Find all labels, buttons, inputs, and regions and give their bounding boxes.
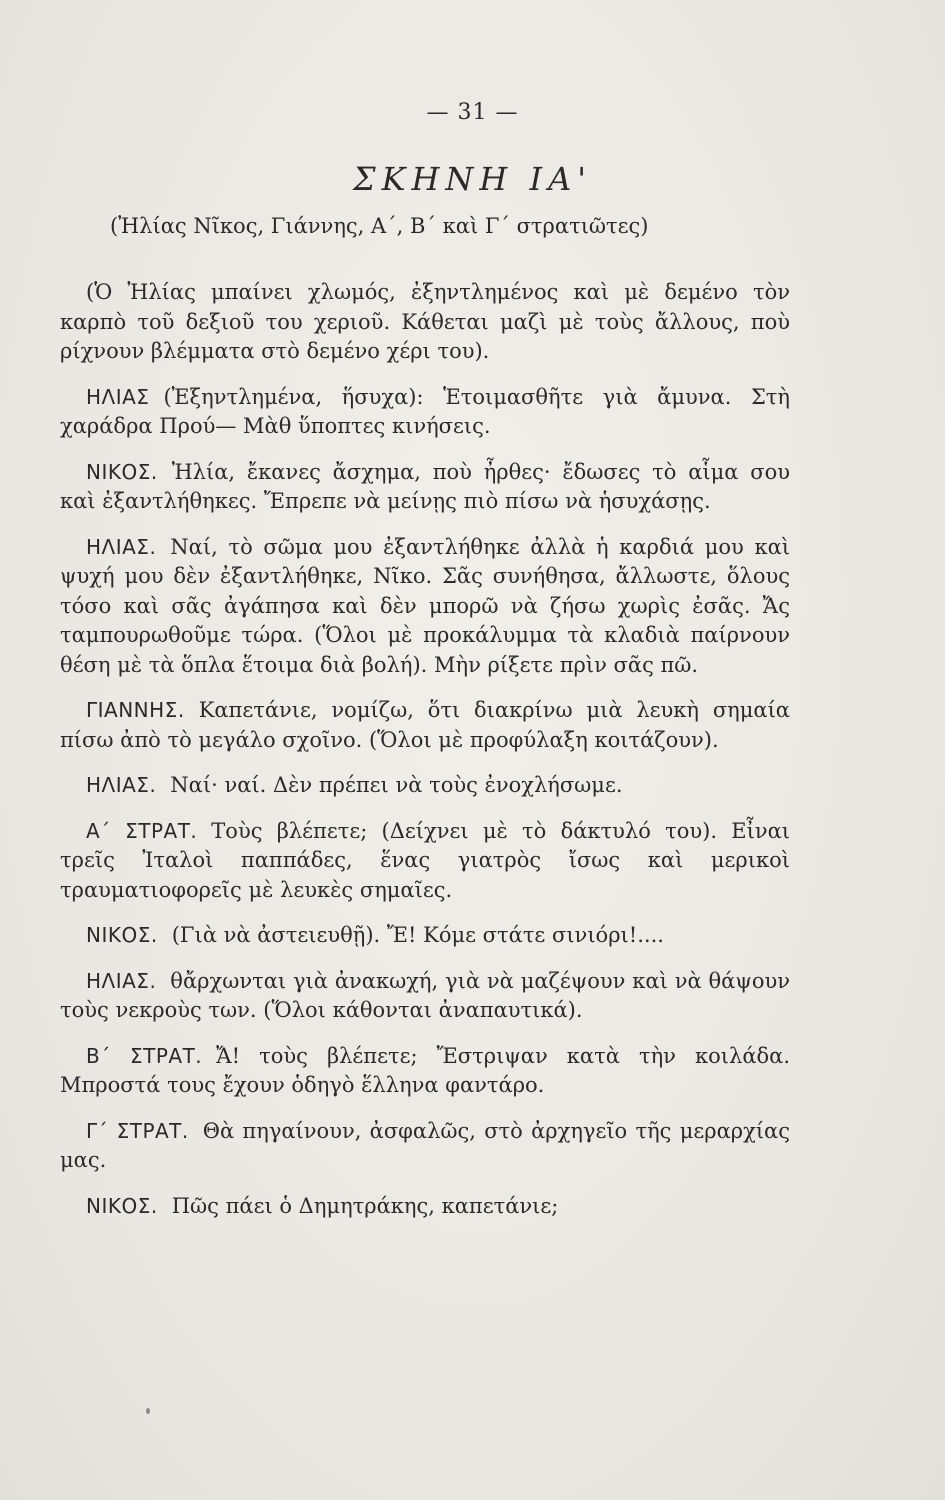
speaker-name: ΝΙΚΟΣ. xyxy=(86,1193,158,1218)
dialogue-line xyxy=(60,1192,790,1222)
line-text: Ἄ! τοὺς βλέπετε; Ἔστριψαν κατὰ τὴν κοιλάδα. Μπροστά τους ἔχουν ὁδηγὸ ἕλληνα φαντάρο. xyxy=(60,1043,790,1097)
speaker-name: ΗΛΙΑΣ. xyxy=(86,968,157,993)
dialogue-line xyxy=(60,1042,790,1101)
stage-direction xyxy=(60,278,790,367)
dialogue-line xyxy=(60,533,790,681)
speaker-name: Α΄ ΣΤΡΑΤ. xyxy=(86,818,198,843)
line-text: Ἠλία, ἔκανες ἄσχημα, ποὺ ἦρθες· ἔδωσες τὸ αἷμα σου καὶ ἐξαντλήθηκες. Ἔπρεπε νὰ μείνῃς πιὸ πίσω νὰ ἡσυχάσῃς. xyxy=(60,459,790,513)
dialogue-body xyxy=(60,278,790,1237)
dialogue-line xyxy=(60,967,790,1026)
speaker-name: ΝΙΚΟΣ. xyxy=(86,923,158,947)
page-number: — 31 — xyxy=(426,100,519,125)
speaker-name: ΗΛΙΑΣ. xyxy=(86,534,157,559)
dialogue-line xyxy=(60,383,790,442)
line-text: (Γιὰ νὰ ἀστειευθῇ). Ἔ! Κόμε στάτε σινιόρι!.... xyxy=(171,923,664,947)
dialogue-line xyxy=(60,921,790,951)
speaker-name: ΗΛΙΑΣ xyxy=(86,384,150,409)
scene-title: ΣΚΗΝΗ ΙΑ' xyxy=(352,160,593,198)
line-text: Θὰ πηγαίνουν, ἀσφαλῶς, στὸ ἀρχηγεῖο τῆς μεραρχίας μας. xyxy=(60,1118,790,1172)
line-text: (Ἐξηντλημένα, ἥσυχα): Ἑτοιμασθῆτε γιὰ ἄμυνα. Στὴ χαράδρα Πρού— Μὰθ ὕποπτες κινήσεις. xyxy=(60,384,790,438)
line-text: Πῶς πάει ὁ Δημητράκης, καπετάνιε; xyxy=(171,1193,559,1218)
speaker-name: ΗΛΙΑΣ. xyxy=(86,773,157,797)
speaker-name: Β΄ ΣΤΡΑΤ. xyxy=(86,1043,203,1068)
dialogue-line xyxy=(60,696,790,755)
dialogue-line xyxy=(60,771,790,801)
speaker-name: ΝΙΚΟΣ. xyxy=(86,459,158,484)
line-text: Τοὺς βλέπετε; (Δείχνει μὲ τὸ δάκτυλό του). Εἶναι τρεῖς Ἰταλοὶ παππάδες, ἕνας γιατρὸς ἴσως καὶ μερικοὶ τραυματιοφορεῖς μὲ λευκὲς σημαῖες. xyxy=(60,818,790,902)
ink-speck xyxy=(146,1408,150,1414)
dialogue-line xyxy=(60,817,790,906)
line-text: θἄρχωνται γιὰ ἀνακωχή, γιὰ νὰ μαζέψουν καὶ νὰ θάψουν τοὺς νεκροὺς των. (Ὅλοι κάθονται ἀναπαυτικά). xyxy=(60,968,790,1022)
paragraph-text: (Ὁ Ἠλίας μπαίνει χλωμός, ἐξηντλημένος καὶ μὲ δεμένο τὸν καρπὸ τοῦ δεξιοῦ του χεριοῦ. Κάθεται μαζὶ μὲ τοὺς ἄλλους, ποὺ ρίχνουν βλέμματα στὸ δεμένο χέρι του). xyxy=(60,280,790,363)
line-text: Ναί· ναί. Δὲν πρέπει νὰ τοὺς ἐνοχλήσωμε. xyxy=(170,773,623,797)
speaker-name: Γ΄ ΣΤΡΑΤ. xyxy=(86,1118,189,1143)
line-text: Καπετάνιε, νομίζω, ὅτι διακρίνω μιὰ λευκὴ σημαία πίσω ἀπὸ τὸ μεγάλο σχοῖνο. (Ὅλοι μὲ προφύλαξη κοιτάζουν). xyxy=(60,698,790,752)
scene-characters: (Ἠλίας Νῖκος, Γιάννης, Α΄, Β΄ καὶ Γ΄ στρατιῶτες) xyxy=(110,214,649,238)
speaker-name: ΓΙΑΝΝΗΣ. xyxy=(86,698,185,722)
dialogue-line xyxy=(60,1117,790,1176)
dialogue-line xyxy=(60,458,790,517)
line-text: Ναί, τὸ σῶμα μου ἐξαντλήθηκε ἀλλὰ ἡ καρδιά μου καὶ ψυχή μου δὲν ἐξαντλήθηκε, Νῖκο. Σᾶς συνήθησα, ἄλλωστε, ὅλους τόσο καὶ σᾶς ἀγάπησα καὶ δὲν μπορῶ νὰ ζήσω χωρὶς ἐσᾶς. Ἄς ταμπουρωθοῦμε τώρα. (Ὅλοι μὲ προκάλυμμα τὰ κλαδιὰ παίρνουν θέση μὲ τὰ ὅπλα ἕτοιμα διὰ βολή). Μὴν ρίξετε πρὶν σᾶς πῶ. xyxy=(60,534,790,677)
